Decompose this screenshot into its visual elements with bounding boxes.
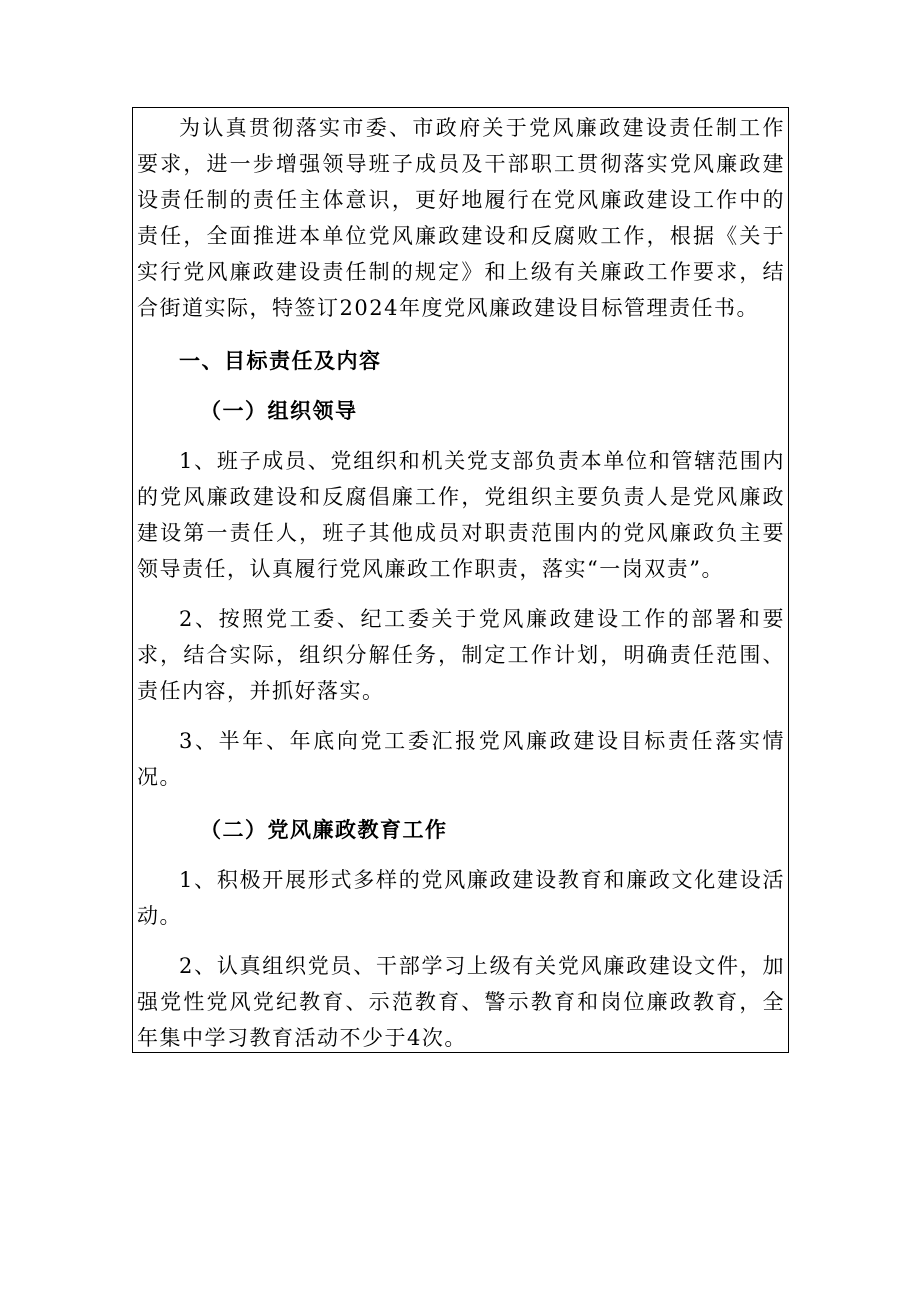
subheading-education: （二）党风廉政教育工作 bbox=[200, 818, 448, 842]
section-heading-targets: 一、目标责任及内容 bbox=[179, 349, 382, 373]
education-item-2: 2、认真组织党员、干部学习上级有关党风廉政建设文件，加强党性党风党纪教育、示范教育、警示教育和岗位廉政教育，全年集中学习教育活动不少于4次。 bbox=[137, 954, 785, 1050]
intro-paragraph: 为认真贯彻落实市委、市政府关于党风廉政建设责任制工作要求，进一步增强领导班子成员及干部职工贯彻落实党风廉政建设责任制的责任主体意识，更好地履行在党风廉政建设工作中的责任，全面推进本单位党风廉政建设和反腐败工作，根据《关于实行党风廉政建设责任制的规定》和上级有关廉政工作要求，结合街道实际，特签订2024年度党风廉政建设目标管理责任书。 bbox=[137, 116, 785, 320]
document-frame bbox=[132, 107, 789, 1053]
organization-item-1: 1、班子成员、党组织和机关党支部负责本单位和管辖范围内的党风廉政建设和反腐倡廉工作，党组织主要负责人是党风廉政建设第一责任人，班子其他成员对职责范围内的党风廉政负主要领导责任，认真履行党风廉政工作职责，落实“一岗双责”。 bbox=[137, 449, 785, 581]
organization-item-2: 2、按照党工委、纪工委关于党风廉政建设工作的部署和要求，结合实际，组织分解任务，制定工作计划，明确责任范围、责任内容，并抓好落实。 bbox=[137, 607, 785, 703]
subheading-organization: （一）组织领导 bbox=[200, 399, 358, 423]
organization-item-3: 3、半年、年底向党工委汇报党风廉政建设目标责任落实情况。 bbox=[137, 729, 785, 789]
education-item-1: 1、积极开展形式多样的党风廉政建设教育和廉政文化建设活动。 bbox=[137, 868, 785, 928]
